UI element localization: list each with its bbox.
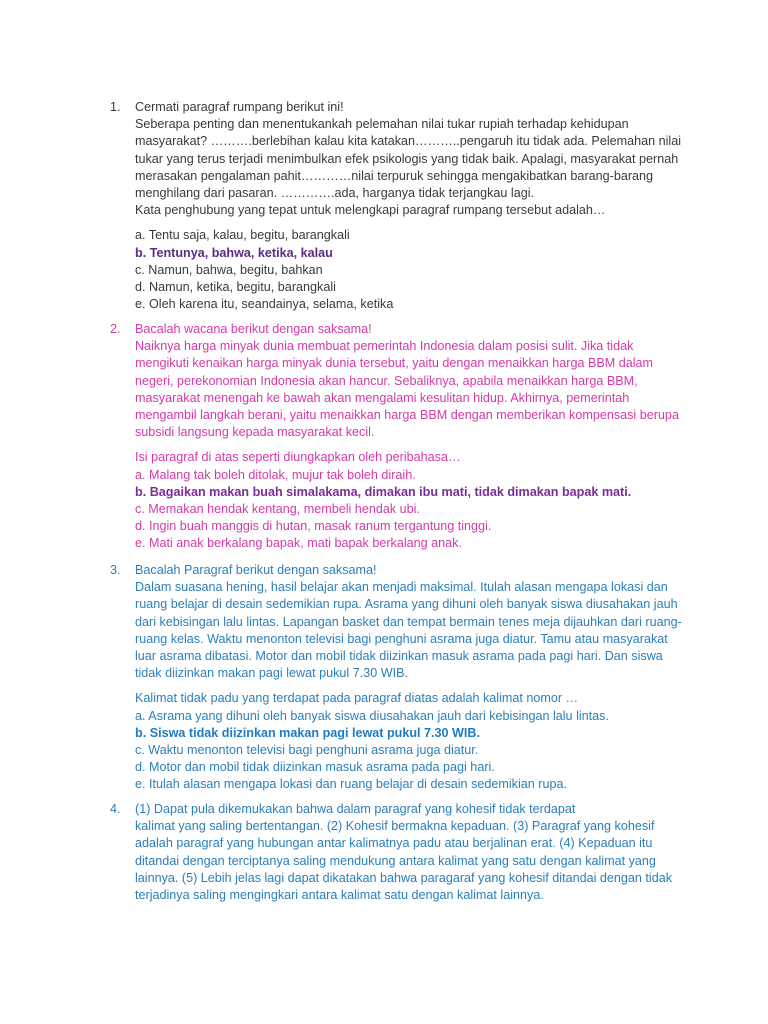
question-body — [135, 99, 690, 313]
passage-line: Dalam suasana hening, hasil belajar akan menjadi maksimal. Itulah alasan mengapa lokasi dan — [135, 580, 668, 595]
passage-line: masyarakat? ……….berlebihan kalau kita katakan………..pengaruh itu tidak ada. Pelemahan nilai — [135, 134, 682, 149]
question-number: 1. — [110, 100, 121, 114]
option-b-answer: b. Siswa tidak diizinkan makan pagi lewat pukul 7.30 WIB. — [135, 725, 481, 740]
options-list — [135, 227, 690, 313]
option-a: a. Asrama yang dihuni oleh banyak siswa diusahakan jauh dari kebisingan lalu lintas. — [135, 708, 609, 723]
question-prompt: Kalimat tidak padu yang terdapat pada paragraf diatas adalah kalimat nomor … — [135, 691, 579, 706]
options-list — [135, 449, 690, 552]
instruction-line: Cermati paragraf rumpang berikut ini! — [135, 100, 344, 114]
question-prompt: Isi paragraf di atas seperti diungkapkan oleh peribahasa… — [135, 450, 461, 465]
question-number: 3. — [110, 563, 121, 577]
question-3 — [110, 562, 690, 794]
instruction-line: Bacalah Paragraf berikut dengan saksama! — [135, 563, 377, 577]
passage-line: mengikuti kenaikan harga minyak dunia tersebut, yaitu dengan menaikkan harga BBM dalam — [135, 356, 654, 371]
option-a: a. Malang tak boleh ditolak, mujur tak boleh diraih. — [135, 467, 416, 482]
option-e: e. Itulah alasan mengapa lokasi dan ruang belajar di desain sedemikian rupa. — [135, 777, 567, 792]
passage-line: ditandai dengan terciptanya saling mendukung antara kalimat yang satu dengan kalimat yang — [135, 853, 656, 868]
option-b-answer: b. Bagaikan makan buah simalakama, dimakan ibu mati, tidak dimakan bapak mati. — [135, 484, 632, 499]
options-list — [135, 690, 690, 793]
passage-line: tidak diizinkan makan pagi lewat pukul 7.30 WIB. — [135, 666, 409, 681]
option-e: e. Oleh karena itu, seandainya, selama, ketika — [135, 297, 394, 312]
passage-line: Naiknya harga minyak dunia membuat pemerintah Indonesia dalam posisi sulit. Jika tidak — [135, 339, 634, 354]
question-2 — [110, 321, 690, 553]
question-number: 4. — [110, 802, 121, 816]
option-e: e. Mati anak berkalang bapak, mati bapak berkalang anak. — [135, 536, 462, 551]
option-c: c. Namun, bahwa, begitu, bahkan — [135, 262, 323, 277]
option-d: d. Ingin buah manggis di hutan, masak ranum tergantung tinggi. — [135, 519, 492, 534]
passage-line: kalimat yang saling bertentangan. (2) Kohesif bermakna kepaduan. (3) Paragraf yang kohesif — [135, 819, 655, 834]
passage-line: negeri, perekonomian Indonesia akan hancur. Sebaliknya, apabila menaikkan harga BBM, — [135, 373, 638, 388]
passage-line: terjadinya saling mengingkari antara kalimat satu dengan kalimat lainnya. — [135, 888, 544, 903]
passage-line: luar asrama dibatasi. Motor dan mobil tidak diizinkan masuk asrama pada pagi hari. Dan siswa — [135, 649, 663, 664]
question-number: 2. — [110, 322, 121, 336]
passage-line: ruang belajar di desain sedemikian rupa. Asrama yang dihuni oleh banyak siswa diusahakan jauh — [135, 597, 678, 612]
option-d: d. Motor dan mobil tidak diizinkan masuk asrama pada pagi hari. — [135, 760, 495, 775]
passage-line: Seberapa penting dan menentukankah pelemahan nilai tukar rupiah terhadap kehidupan — [135, 117, 629, 132]
question-prompt: Kata penghubung yang tepat untuk melengkapi paragraf rumpang tersebut adalah… — [135, 203, 606, 218]
option-b-answer: b. Tentunya, bahwa, ketika, kalau — [135, 245, 333, 260]
passage-line: ruang kelas. Waktu menonton televisi bagi penghuni asrama juga diatur. Tamu atau masyarakat — [135, 631, 668, 646]
option-a: a. Tentu saja, kalau, begitu, barangkali — [135, 228, 350, 243]
passage-line: (1) Dapat pula dikemukakan bahwa dalam paragraf yang kohesif tidak terdapat — [135, 802, 576, 816]
passage-line: dari kebisingan lalu lintas. Lapangan basket dan tempat bermain tenes meja dijauhkan dari ruang- — [135, 614, 682, 629]
option-c: c. Memakan hendak kentang, membeli hendak ubi. — [135, 502, 420, 517]
passage-line: merasakan pengalaman pahit…………nilai terpuruk sehingga mengakibatkan barang-barang — [135, 168, 654, 183]
question-body — [135, 321, 690, 553]
option-d: d. Namun, ketika, begitu, barangkali — [135, 280, 336, 295]
passage-line: subsidi langsung kepada masyarakat kecil. — [135, 425, 375, 440]
passage-line: masyarakat menengah ke bawah akan mengalami kesulitan hidup. Akhirnya, pemerintah — [135, 390, 630, 405]
question-4 — [110, 801, 690, 904]
option-c: c. Waktu menonton televisi bagi penghuni asrama juga diatur. — [135, 743, 479, 758]
question-1 — [110, 99, 690, 313]
passage-line: tukar yang terus terjadi menimbulkan efek psikologis yang tidak baik. Apalagi, masyarakat pernah — [135, 151, 679, 166]
instruction-line: Bacalah wacana berikut dengan saksama! — [135, 322, 372, 336]
passage-line: menghilang dari pasaran. ………….ada, harganya tidak terjangkau lagi. — [135, 186, 535, 201]
passage-line: lainnya. (5) Lebih jelas lagi dapat dikatakan bahwa paragaraf yang kohesif ditandai dengan tidak — [135, 870, 673, 885]
passage-line: mengambil langkah berani, yaitu menaikkan harga BBM dengan memberikan kompensasi berupa — [135, 408, 679, 423]
question-body — [135, 562, 690, 794]
passage-line: adalah paragraf yang hubungan antar kalimatnya padu atau berjalinan erat. (4) Kepaduan itu — [135, 836, 653, 851]
question-body — [135, 801, 690, 904]
